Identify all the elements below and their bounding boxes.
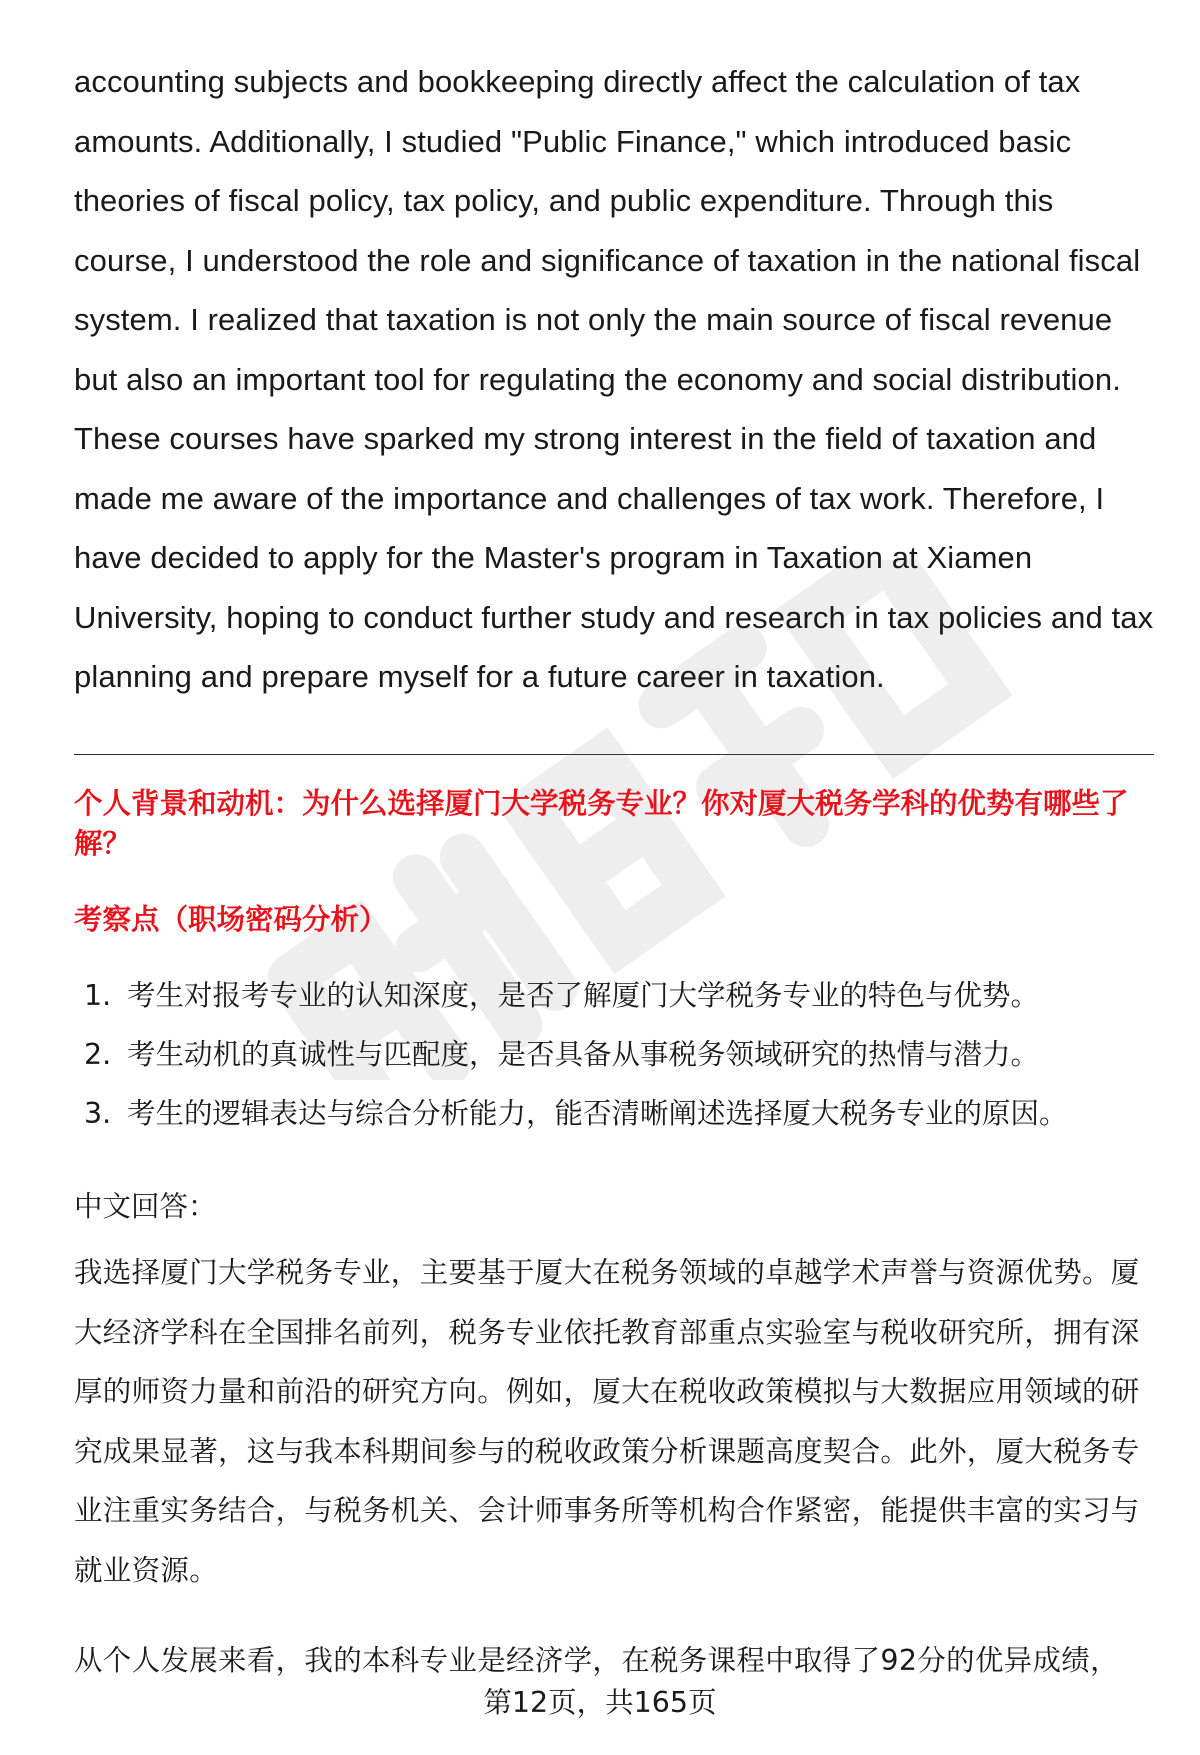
english-paragraph: accounting subjects and bookkeeping directly affect the calculation of tax amounts. Additionally, I studied "Public Finance," which introduced basic theories of fiscal policy, tax policy, and public expenditure. Through this course, I understood the role and significance of taxation in the national fiscal system. I realized that taxation is not only the main source of fiscal revenue but also an important tool for regulating the economy and social distribution. These courses have sparked my strong interest in the field of taxation and made me aware of the importance and challenges of tax work. Therefore, I have decided to apply for the Master's program in Taxation at Xiamen University, hoping to conduct further study and research in tax policies and tax planning and prepare myself for a future career in taxation.	[74, 64, 1154, 694]
page-footer: 第12页，共165页	[483, 1686, 717, 1719]
list-item	[74, 1094, 1154, 1153]
english-section	[74, 52, 1154, 707]
list-item-number: 3.	[84, 1097, 112, 1130]
list-item-text: 考生动机的真诚性与匹配度，是否具备从事税务领域研究的热情与潜力。	[127, 1038, 1040, 1071]
list-item-number: 2.	[84, 1038, 112, 1071]
chinese-answer-paragraph: 我选择厦门大学税务专业，主要基于厦大在税务领域的卓越学术声誉与资源优势。厦大经济学科在全国排名前列，税务专业依托教育部重点实验室与税收研究所，拥有深厚的师资力量和前沿的研究方向。例如，厦大在税收政策模拟与大数据应用领域的研究成果显著，这与我本科期间参与的税收政策分析课题高度契合。此外，厦大税务专业注重实务结合，与税务机关、会计师事务所等机构合作紧密，能提供丰富的实习与就业资源。	[74, 1256, 1140, 1587]
list-item-text: 考生对报考专业的认知深度，是否了解厦门大学税务专业的特色与优势。	[127, 979, 1040, 1012]
list-item-text: 考生的逻辑表达与综合分析能力，能否清晰阐述选择厦大税务专业的原因。	[127, 1097, 1068, 1130]
list-item-number: 1.	[84, 979, 112, 1012]
chinese-answer-paragraph-continued: 从个人发展来看，我的本科专业是经济学，在税务课程中取得了92分的优异成绩，	[74, 1644, 1119, 1677]
chinese-answer-label: 中文回答：	[74, 1190, 217, 1223]
assessment-points-list	[74, 976, 1154, 1153]
list-item	[74, 976, 1154, 1035]
assessment-heading: 考察点（职场密码分析）	[74, 903, 388, 936]
list-item	[74, 1035, 1154, 1094]
section-divider	[74, 754, 1154, 755]
question-heading: 个人背景和动机：为什么选择厦门大学税务专业？你对厦大税务学科的优势有哪些了解？	[74, 787, 1129, 860]
